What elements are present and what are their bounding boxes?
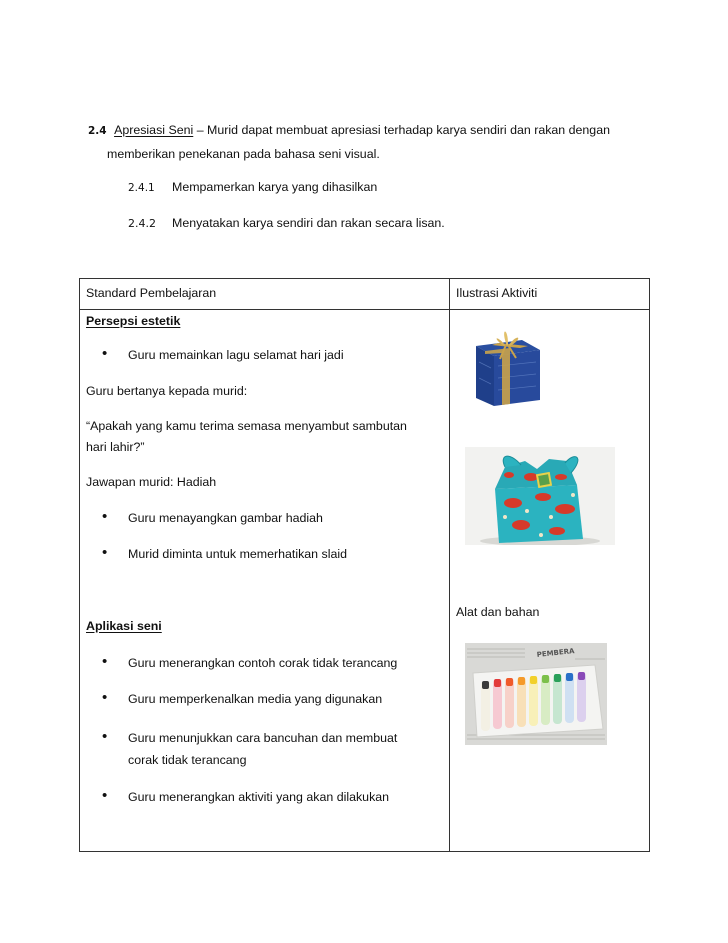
- subitem-1: [128, 179, 155, 196]
- ask-line: Guru bertanya kepada murid:: [86, 384, 248, 398]
- subitem-2-text: Menyatakan karya sendiri dan rakan secara lisan.: [172, 216, 445, 230]
- newspaper-text: PEMBERA: [536, 647, 575, 659]
- table-header-ilustrasi: Ilustrasi Aktiviti: [456, 286, 538, 300]
- bullet-item: Guru menayangkan gambar hadiah: [128, 511, 323, 525]
- bullet-dot: •: [102, 728, 108, 745]
- heading-line-2: memberikan penekanan pada bahasa seni visual.: [107, 147, 380, 161]
- heading-text-1: – Murid dapat membuat apresiasi terhadap karya sendiri dan rakan dengan: [193, 123, 610, 137]
- paint-tubes-image: [465, 643, 607, 745]
- quote-line-2: hari lahir?”: [86, 440, 145, 454]
- bullet-dot: •: [102, 689, 108, 706]
- alat-dan-bahan-label: Alat dan bahan: [456, 605, 540, 619]
- subitem-number: 2.4.2: [128, 217, 156, 230]
- wrapped-gift-image: [465, 447, 615, 545]
- table-header-divider: [79, 309, 650, 310]
- subitem-2: [128, 215, 156, 232]
- table-column-divider: [449, 278, 450, 852]
- table-border-bottom: [79, 851, 650, 852]
- subitem-1-text: Mempamerkan karya yang dihasilkan: [172, 180, 378, 194]
- bullet-item: Guru memperkenalkan media yang digunakan: [128, 692, 383, 706]
- bullet-item: Murid diminta untuk memerhatikan slaid: [128, 547, 347, 561]
- heading-title: Apresiasi Seni: [114, 123, 194, 137]
- bullet-dot: •: [102, 653, 108, 670]
- heading-number: 2.4: [88, 125, 107, 137]
- quote-line-1: “Apakah yang kamu terima semasa menyambut sambutan: [86, 419, 407, 433]
- subitem-number: 2.4.1: [128, 182, 155, 194]
- gift-box-image: [470, 326, 544, 410]
- table-border-left: [79, 278, 80, 852]
- section-aplikasi-seni: Aplikasi seni: [86, 619, 162, 633]
- table-border-right: [649, 278, 650, 852]
- bullet-item: Guru memainkan lagu selamat hari jadi: [128, 348, 344, 362]
- bullet-dot: •: [102, 345, 108, 362]
- bullet-dot: •: [102, 508, 108, 525]
- bullet-item: Guru menunjukkan cara bancuhan dan membuat: [128, 731, 398, 745]
- bullet-dot: •: [102, 544, 108, 561]
- bullet-dot: •: [102, 787, 108, 804]
- heading-line-1: [88, 122, 610, 139]
- answer-line: Jawapan murid: Hadiah: [86, 475, 217, 489]
- bullet-item-continued: corak tidak terancang: [128, 753, 247, 767]
- table-header-standard: Standard Pembelajaran: [86, 286, 217, 300]
- bullet-item: Guru menerangkan aktiviti yang akan dilakukan: [128, 790, 390, 804]
- section-persepsi-estetik: Persepsi estetik: [86, 314, 181, 328]
- bullet-item: Guru menerangkan contoh corak tidak terancang: [128, 656, 398, 670]
- table-border-top: [79, 278, 650, 279]
